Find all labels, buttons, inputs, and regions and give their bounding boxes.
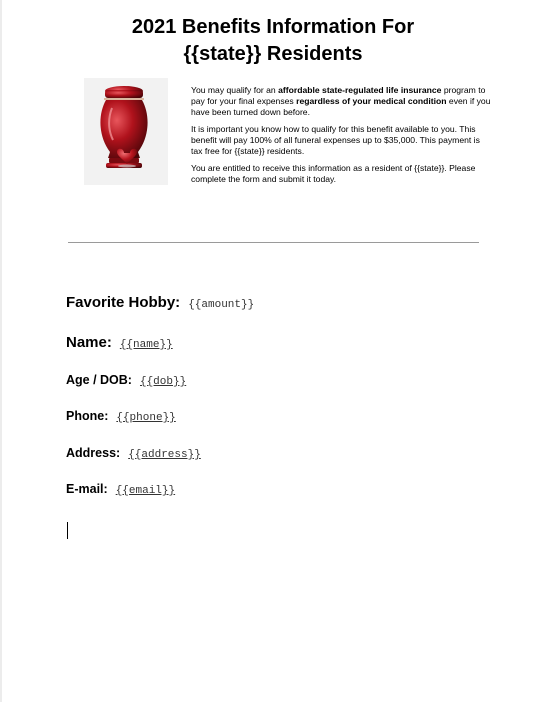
- address-label: Address:: [66, 446, 121, 460]
- age-value[interactable]: {{dob}}: [139, 376, 187, 388]
- email-label: E-mail:: [66, 482, 108, 496]
- address-field: [66, 446, 201, 461]
- hobby-field: [66, 294, 254, 311]
- name-value[interactable]: {{name}}: [119, 339, 173, 351]
- name-label: Name:: [66, 334, 112, 351]
- phone-label: Phone:: [66, 409, 109, 423]
- urn-image: [84, 78, 168, 185]
- email-field: [66, 482, 175, 497]
- text-cursor: [67, 522, 68, 539]
- email-value[interactable]: {{email}}: [115, 485, 176, 497]
- address-value[interactable]: {{address}}: [128, 449, 201, 461]
- intro-paragraph-2: It is important you know how to qualify for this benefit available to you. This benefit will pay 100% of all funeral expenses up to $35,000. This payment is tax free for {{state}} residents.: [191, 124, 480, 156]
- page-edge: [0, 0, 2, 702]
- phone-field: [66, 409, 176, 424]
- hobby-value[interactable]: {{amount}}: [188, 299, 255, 311]
- title-line-1: 2021 Benefits Information For: [131, 16, 415, 38]
- age-field: [66, 373, 186, 388]
- divider: [68, 242, 479, 243]
- intro-text: [191, 85, 491, 191]
- age-label: Age / DOB:: [66, 373, 132, 387]
- intro-paragraph-3: You are entitled to receive this information as a resident of {{state}}. Please complete the form and submit it today.: [191, 163, 476, 184]
- title-line-2: {{state}} Residents: [183, 43, 363, 65]
- page-title: [0, 14, 546, 68]
- hobby-label: Favorite Hobby:: [66, 294, 181, 311]
- name-field: [66, 334, 173, 351]
- intro-paragraph-1: You may qualify for an affordable state-regulated life insurance program to pay for your final expenses regardless of your medical condition even if you have been turned down before.: [191, 85, 491, 117]
- phone-value[interactable]: {{phone}}: [116, 412, 176, 424]
